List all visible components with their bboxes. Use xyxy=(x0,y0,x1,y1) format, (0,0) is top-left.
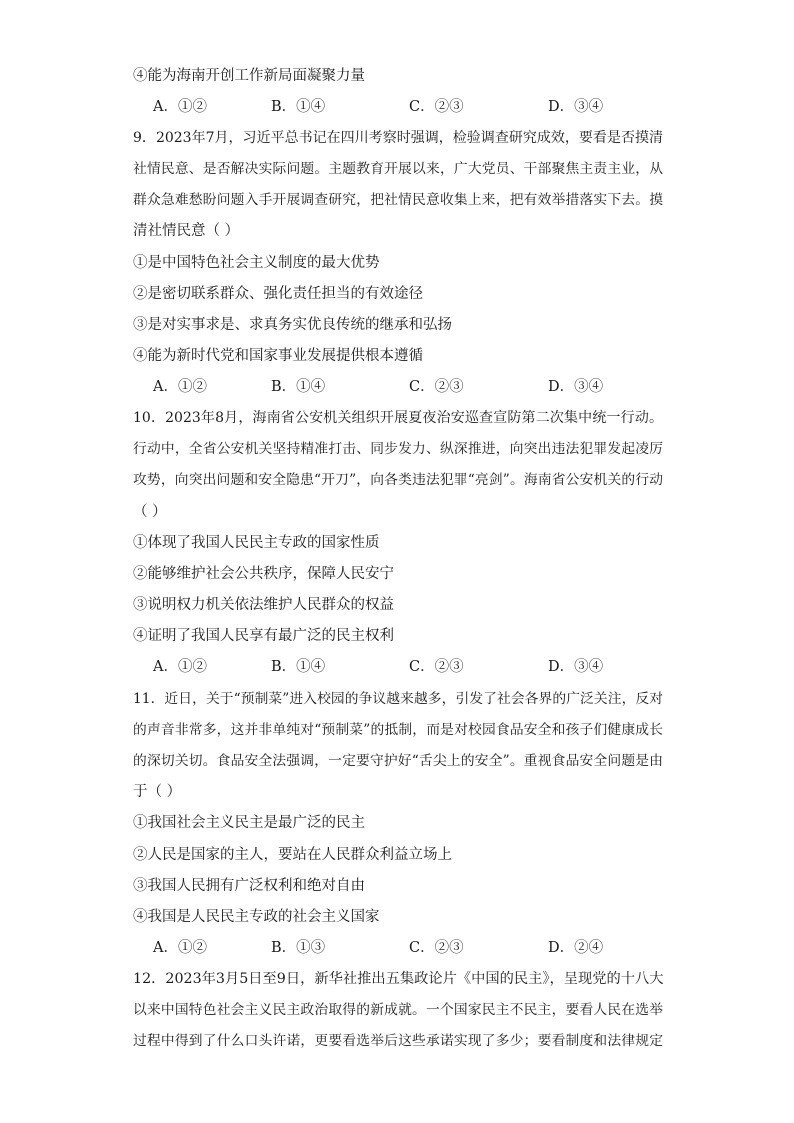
q11-stem-line-3: 的深切关切。食品安全法强调，一定要守护好“舌尖上的安全”。重视食品安全问题是由 xyxy=(133,753,663,769)
q9-statement-1: ①是中国特色社会主义制度的最大优势 xyxy=(133,255,380,271)
q10-stem-line-1: 10．2023年8月，海南省公安机关组织开展夏夜治安巡查宣防第二次集中统一行动。 xyxy=(133,410,663,426)
q9-stem-line-4: 清社情民意（ ） xyxy=(133,223,240,239)
q11-statement-1: ①我国社会主义民主是最广泛的民主 xyxy=(133,815,365,831)
q11-stem-line-4: 于（ ） xyxy=(133,784,182,800)
q11-stem-line-2: 的声音非常多，这并非单纯对“预制菜”的抵制，而是对校园食品安全和孩子们健康成长 xyxy=(133,722,663,738)
q11-option-c[interactable]: C．②③ xyxy=(409,940,464,956)
q10-options xyxy=(133,657,663,677)
q8-option-c[interactable]: C．②③ xyxy=(409,99,464,115)
q11-option-d[interactable]: D．②④ xyxy=(548,940,604,956)
q11-statement-3: ③我国人民拥有广泛权利和绝对自由 xyxy=(133,878,365,894)
q9-statement-3: ③是对实事求是、求真务实优良传统的继承和弘扬 xyxy=(133,317,452,333)
q11-option-a[interactable]: A．①② xyxy=(153,940,207,956)
q10-statement-3: ③说明权力机关依法维护人民群众的权益 xyxy=(133,597,394,613)
q9-stem-line-2: 社情民意、是否解决实际问题。主题教育开展以来，广大党员、干部聚焦主责主业，从 xyxy=(133,161,663,177)
q9-stem-line-1: 9．2023年7月，习近平总书记在四川考察时强调，检验调查研究成效，要看是否摸清 xyxy=(133,130,663,146)
q10-option-d[interactable]: D．③④ xyxy=(548,659,604,675)
q8-option-a[interactable]: A．①② xyxy=(153,99,207,115)
q10-statement-4: ④证明了我国人民享有最广泛的民主权利 xyxy=(133,628,394,644)
q8-option-d[interactable]: D．③④ xyxy=(548,99,604,115)
q12-stem-line-3: 过程中得到了什么口头许诺，更要看选举后这些承诺实现了多少；要看制度和法律规定 xyxy=(133,1033,663,1049)
q9-statement-4: ④能为新时代党和国家事业发展提供根本遵循 xyxy=(133,348,423,364)
q8-options xyxy=(133,97,663,117)
q9-option-a[interactable]: A．①② xyxy=(153,379,207,395)
q9-option-b[interactable]: B．①④ xyxy=(271,379,326,395)
q10-statement-1: ①体现了我国人民民主专政的国家性质 xyxy=(133,535,380,551)
q9-options xyxy=(133,377,663,397)
q10-option-b[interactable]: B．①④ xyxy=(271,659,326,675)
q8-statement-4: ④能为海南开创工作新局面凝聚力量 xyxy=(133,68,365,84)
q9-stem-line-3: 群众急难愁盼问题入手开展调查研究，把社情民意收集上来，把有效举措落实下去。摸 xyxy=(133,192,663,208)
q8-option-b[interactable]: B．①④ xyxy=(271,99,326,115)
q9-option-d[interactable]: D．③④ xyxy=(548,379,604,395)
q11-options xyxy=(133,938,663,958)
q9-statement-2: ②是密切联系群众、强化责任担当的有效途径 xyxy=(133,286,423,302)
q11-statement-4: ④我国是人民民主专政的社会主义国家 xyxy=(133,909,380,925)
q10-stem-line-4: （ ） xyxy=(133,504,167,520)
q10-statement-2: ②能够维护社会公共秩序，保障人民安宁 xyxy=(133,566,394,582)
q10-option-c[interactable]: C．②③ xyxy=(409,659,464,675)
q11-option-b[interactable]: B．①③ xyxy=(271,940,326,956)
q11-stem-line-1: 11．近日，关于“预制菜”进入校园的争议越来越多，引发了社会各界的广泛关注，反对 xyxy=(133,691,663,707)
q12-stem-line-2: 以来中国特色社会主义民主政治取得的新成就。一个国家民主不民主，要看人民在选举 xyxy=(133,1002,663,1018)
q11-statement-2: ②人民是国家的主人，要站在人民群众利益立场上 xyxy=(133,847,452,863)
q10-stem-line-2: 行动中，全省公安机关坚持精准打击、同步发力、纵深推进，向突出违法犯罪发起凌厉 xyxy=(133,441,663,457)
q12-stem-line-1: 12．2023年3月5日至9日，新华社推出五集政论片《中国的民主》，呈现党的十八大 xyxy=(133,971,663,987)
q10-stem-line-3: 攻势，向突出问题和安全隐患“开刀”，向各类违法犯罪“亮剑”。海南省公安机关的行动 xyxy=(133,472,663,488)
q9-option-c[interactable]: C．②③ xyxy=(409,379,464,395)
q10-option-a[interactable]: A．①② xyxy=(153,659,207,675)
